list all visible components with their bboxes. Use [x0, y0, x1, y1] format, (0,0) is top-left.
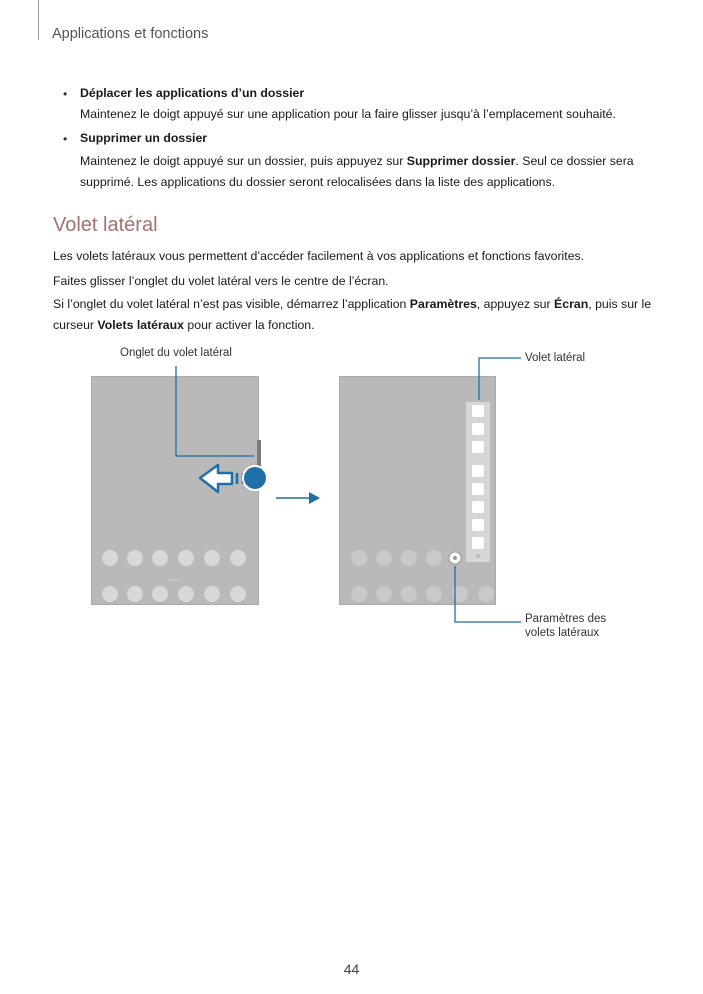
- callout-line-panel: [479, 358, 521, 400]
- bullet-marker: •: [63, 132, 68, 146]
- callout-line-tab: [176, 366, 254, 456]
- app-icons-before: [102, 550, 246, 602]
- paragraph-swipe: Faites glisser l’onglet du volet latéral vers le centre de l’écran.: [53, 274, 389, 288]
- term-parametres: Paramètres: [409, 297, 477, 311]
- label-edge-panel: Volet latéral: [525, 352, 586, 364]
- bullet-text-delete-folder: Maintenez le doigt appuyé sur un dossier, puis appuyez sur Supprimer dossier. Seul ce dossier sera supprimé. Les applications du dossier seront relocalisées dans la liste des applications.: [80, 154, 634, 189]
- label-edge-panel-settings: Paramètres des volets latéraux: [525, 613, 607, 639]
- bullet-title-delete-folder: Supprimer un dossier: [80, 131, 208, 145]
- paragraph-enable: Si l’onglet du volet latéral n’est pas visible, démarrez l’application Paramètres, appuyez sur Écran, puis sur le curseur Volets latéraux pour activer la fonction.: [53, 297, 652, 332]
- bullet-text-move-apps: Maintenez le doigt appuyé sur une application pour la faire glisser jusqu’à l’emplacement souhaité.: [80, 107, 616, 121]
- bullet-title-move-apps: Déplacer les applications d’un dossier: [80, 86, 305, 100]
- transition-arrow-icon: [276, 492, 320, 504]
- paragraph-intro: Les volets latéraux vous permettent d’accéder facilement à vos applications et fonctions favorites.: [53, 249, 585, 263]
- term-volets-lateraux: Volets latéraux: [97, 318, 184, 332]
- touch-point-icon: [243, 466, 267, 490]
- bullet-marker: •: [63, 87, 68, 101]
- label-edge-tab: Onglet du volet latéral: [120, 347, 232, 359]
- term-ecran: Écran: [554, 297, 589, 311]
- section-title: Volet latéral: [53, 214, 158, 236]
- running-header: Applications et fonctions: [52, 26, 209, 42]
- page-number: 44: [343, 961, 360, 977]
- page-indicator-before: [169, 579, 179, 581]
- term-supprimer-dossier: Supprimer dossier: [406, 154, 516, 168]
- swipe-arrow-icon: [200, 465, 243, 492]
- edge-panel-edit-icon: [476, 554, 480, 558]
